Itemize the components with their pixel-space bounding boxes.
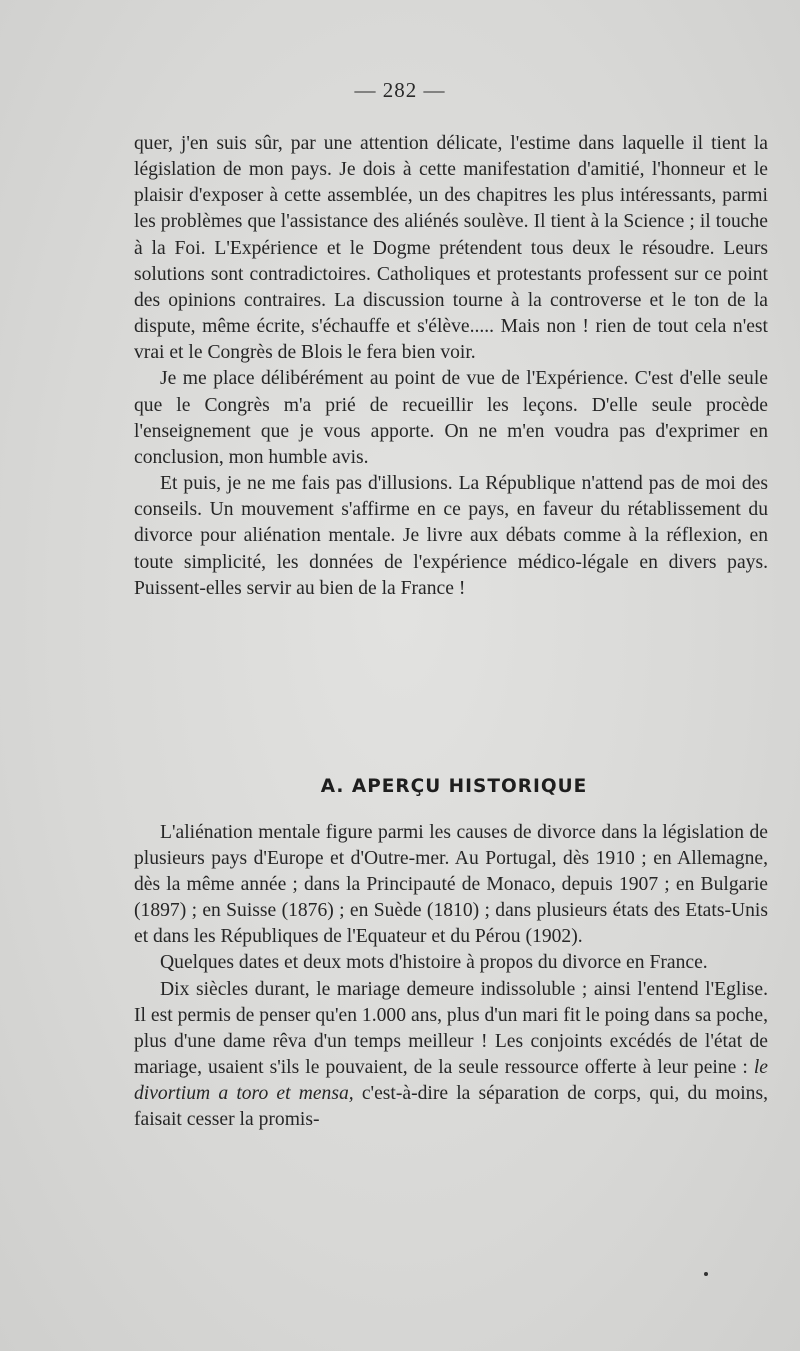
intro-text-block (134, 131, 768, 602)
section-heading (0, 776, 800, 797)
paragraph-dates: Quelques dates et deux mots d'histoire à propos du divorce en France. (160, 952, 708, 974)
paragraph-experience: Je me place délibérément au point de vue de l'Expérience. C'est d'elle seule que le Congrès m'a prié de recueillir les leçons. D'elle seule procède l'enseignement que je vous apporte. On ne m'en voudra pas d'exprimer en conclusion, mon humble avis. (134, 368, 768, 468)
ink-speck (704, 1272, 708, 1276)
history-text-block (134, 820, 768, 1133)
dix-siecles-text-start: Dix siècles durant, le mariage demeure indissoluble ; ainsi l'entend l'Eglise. Il est permis de penser qu'en 1.000 ans, plus d'un mari fit le poing dans sa poche, plus d'une dame rêva d'un temps meilleur ! Les conjoints excédés de l'état de mariage, usaient s'ils le pouvaient, de la seule ressource offerte à leur peine : (134, 978, 768, 1078)
paragraph-republique: Et puis, je ne me fais pas d'illusions. La République n'attend pas de moi des conseils. Un mouvement s'affirme en ce pays, en faveur du rétablissement du divorce pour aliénation mentale. Je livre aux débats comme à la réflexion, en toute simplicité, les données de l'expérience médico-légale en divers pays. Puissent-elles servir au bien de la France ! (134, 473, 768, 599)
latin-phrase: le divortium a toro et mensa, (134, 1056, 768, 1104)
paragraph-dix-siecles (134, 977, 768, 1134)
dix-siecles-text-end: c'est-à-dire la séparation de corps, qui, du moins, faisait cesser la promis- (134, 1082, 769, 1131)
section-heading-text: A. APERÇU HISTORIQUE (320, 776, 588, 797)
page-number: — 282 — (354, 78, 446, 102)
paragraph-alienation: L'aliénation mentale figure parmi les causes de divorce dans la législation de plusieurs pays d'Europe et d'Outre-mer. Au Portugal, dès 1910 ; en Allemagne, dès la même année ; dans la Principauté de Monaco, depuis 1907 ; en Bulgarie (1897) ; en Suisse (1876) ; en Suède (1810) ; dans plusieurs états des Etats-Unis et dans les Républiques de l'Equateur et du Pérou (1902). (134, 822, 768, 948)
paragraph-continuation: quer, j'en suis sûr, par une attention délicate, l'estime dans laquelle il tient la législation de mon pays. Je dois à cette manifestation d'amitié, l'honneur et le plaisir d'exposer à cette assemblée, un des chapitres les plus intéressants, parmi les problèmes que l'assistance des aliénés soulève. Il tient à la Science ; il touche à la Foi. L'Expérience et le Dogme prétendent tous deux le résoudre. Leurs solutions sont contradictoires. Catholiques et protestants professent sur ce point des opinions contraires. La discussion tourne à la controverse et le ton de la dispute, même écrite, s'échauffe et s'élève..... Mais non ! rien de tout cela n'est vrai et le Congrès de Blois le fera bien voir. (134, 133, 768, 364)
